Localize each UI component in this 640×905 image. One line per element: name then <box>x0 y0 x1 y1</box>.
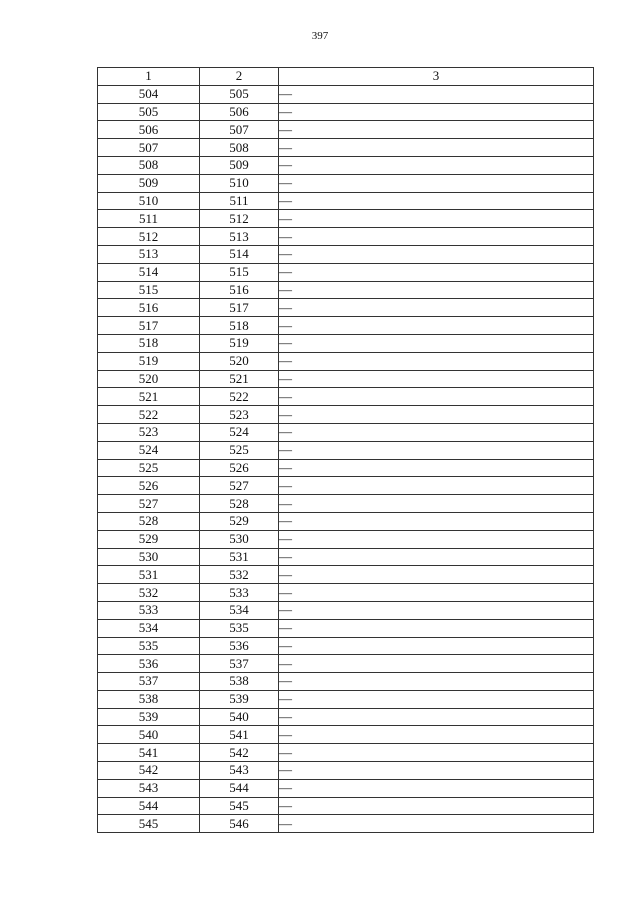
cell-col-1: 530 <box>98 548 200 566</box>
cell-col-2: 520 <box>200 352 279 370</box>
cell-col-3: — <box>279 423 594 441</box>
cell-col-3: — <box>279 103 594 121</box>
cell-col-3: — <box>279 245 594 263</box>
cell-col-2: 545 <box>200 797 279 815</box>
cell-col-1: 515 <box>98 281 200 299</box>
table-row <box>98 121 594 139</box>
cell-col-2: 529 <box>200 512 279 530</box>
cell-col-2: 523 <box>200 406 279 424</box>
table-row <box>98 495 594 513</box>
table-row <box>98 530 594 548</box>
cell-col-3: — <box>279 744 594 762</box>
cell-col-2: 533 <box>200 584 279 602</box>
cell-col-1: 543 <box>98 779 200 797</box>
table-row <box>98 352 594 370</box>
cell-col-3: — <box>279 85 594 103</box>
cell-col-1: 534 <box>98 619 200 637</box>
cell-col-1: 524 <box>98 441 200 459</box>
table-row <box>98 762 594 780</box>
cell-col-1: 504 <box>98 85 200 103</box>
cell-col-2: 543 <box>200 762 279 780</box>
cell-col-1: 507 <box>98 139 200 157</box>
cell-col-3: — <box>279 619 594 637</box>
cell-col-3: — <box>279 530 594 548</box>
table-row <box>98 228 594 246</box>
cell-col-1: 513 <box>98 245 200 263</box>
cell-col-1: 545 <box>98 815 200 833</box>
table-row <box>98 441 594 459</box>
table-header <box>98 68 594 86</box>
cell-col-2: 505 <box>200 85 279 103</box>
table-row <box>98 334 594 352</box>
cell-col-2: 541 <box>200 726 279 744</box>
cell-col-1: 510 <box>98 192 200 210</box>
cell-col-1: 517 <box>98 317 200 335</box>
cell-col-3: — <box>279 815 594 833</box>
cell-col-3: — <box>279 406 594 424</box>
table-row <box>98 370 594 388</box>
cell-col-2: 526 <box>200 459 279 477</box>
cell-col-2: 531 <box>200 548 279 566</box>
table-row <box>98 85 594 103</box>
cell-col-1: 541 <box>98 744 200 762</box>
cell-col-1: 527 <box>98 495 200 513</box>
cell-col-1: 533 <box>98 601 200 619</box>
cell-col-3: — <box>279 370 594 388</box>
table-row <box>98 548 594 566</box>
cell-col-1: 544 <box>98 797 200 815</box>
cell-col-1: 511 <box>98 210 200 228</box>
table-row <box>98 423 594 441</box>
cell-col-2: 534 <box>200 601 279 619</box>
cell-col-2: 538 <box>200 673 279 691</box>
cell-col-3: — <box>279 352 594 370</box>
cell-col-1: 526 <box>98 477 200 495</box>
cell-col-3: — <box>279 299 594 317</box>
cell-col-3: — <box>279 281 594 299</box>
table-row <box>98 388 594 406</box>
table-row <box>98 139 594 157</box>
cell-col-1: 509 <box>98 174 200 192</box>
table-row <box>98 815 594 833</box>
cell-col-2: 510 <box>200 174 279 192</box>
cell-col-2: 532 <box>200 566 279 584</box>
cell-col-3: — <box>279 388 594 406</box>
cell-col-3: — <box>279 139 594 157</box>
cell-col-2: 507 <box>200 121 279 139</box>
cell-col-1: 538 <box>98 690 200 708</box>
table-row <box>98 263 594 281</box>
cell-col-2: 528 <box>200 495 279 513</box>
cell-col-3: — <box>279 459 594 477</box>
cell-col-3: — <box>279 228 594 246</box>
table-row <box>98 726 594 744</box>
cell-col-2: 535 <box>200 619 279 637</box>
cell-col-1: 531 <box>98 566 200 584</box>
table-row <box>98 281 594 299</box>
cell-col-1: 532 <box>98 584 200 602</box>
cell-col-1: 505 <box>98 103 200 121</box>
cell-col-3: — <box>279 726 594 744</box>
cell-col-3: — <box>279 708 594 726</box>
table-row <box>98 584 594 602</box>
cell-col-3: — <box>279 655 594 673</box>
cell-col-3: — <box>279 584 594 602</box>
page-number: 397 <box>311 30 329 42</box>
cell-col-3: — <box>279 441 594 459</box>
table-row <box>98 673 594 691</box>
cell-col-1: 522 <box>98 406 200 424</box>
column-header-1: 1 <box>98 68 200 86</box>
cell-col-2: 537 <box>200 655 279 673</box>
table-row <box>98 174 594 192</box>
cell-col-1: 512 <box>98 228 200 246</box>
cell-col-3: — <box>279 690 594 708</box>
cell-col-2: 542 <box>200 744 279 762</box>
table-row <box>98 797 594 815</box>
cell-col-3: — <box>279 192 594 210</box>
cell-col-2: 527 <box>200 477 279 495</box>
column-header-2: 2 <box>200 68 279 86</box>
table-row <box>98 566 594 584</box>
cell-col-3: — <box>279 263 594 281</box>
cell-col-2: 539 <box>200 690 279 708</box>
table-row <box>98 477 594 495</box>
table-row <box>98 637 594 655</box>
cell-col-3: — <box>279 601 594 619</box>
cell-col-1: 525 <box>98 459 200 477</box>
cell-col-2: 514 <box>200 245 279 263</box>
cell-col-3: — <box>279 156 594 174</box>
cell-col-2: 518 <box>200 317 279 335</box>
cell-col-3: — <box>279 512 594 530</box>
cell-col-2: 519 <box>200 334 279 352</box>
cell-col-3: — <box>279 210 594 228</box>
cell-col-1: 516 <box>98 299 200 317</box>
cell-col-1: 506 <box>98 121 200 139</box>
table-row <box>98 655 594 673</box>
table-row <box>98 210 594 228</box>
cell-col-2: 521 <box>200 370 279 388</box>
cell-col-1: 542 <box>98 762 200 780</box>
cell-col-3: — <box>279 121 594 139</box>
table-row <box>98 103 594 121</box>
cell-col-2: 515 <box>200 263 279 281</box>
cell-col-1: 518 <box>98 334 200 352</box>
cell-col-1: 508 <box>98 156 200 174</box>
table-row <box>98 299 594 317</box>
cell-col-3: — <box>279 495 594 513</box>
cell-col-2: 509 <box>200 156 279 174</box>
cell-col-2: 525 <box>200 441 279 459</box>
cell-col-3: — <box>279 317 594 335</box>
cell-col-3: — <box>279 174 594 192</box>
cell-col-3: — <box>279 762 594 780</box>
table-row <box>98 601 594 619</box>
cell-col-1: 540 <box>98 726 200 744</box>
cell-col-1: 537 <box>98 673 200 691</box>
cell-col-2: 517 <box>200 299 279 317</box>
cell-col-2: 508 <box>200 139 279 157</box>
data-table <box>97 67 594 833</box>
header-row <box>98 68 594 86</box>
cell-col-2: 544 <box>200 779 279 797</box>
table-row <box>98 245 594 263</box>
column-header-3: 3 <box>279 68 594 86</box>
cell-col-3: — <box>279 673 594 691</box>
cell-col-1: 535 <box>98 637 200 655</box>
table-row <box>98 690 594 708</box>
cell-col-2: 536 <box>200 637 279 655</box>
cell-col-3: — <box>279 637 594 655</box>
cell-col-1: 523 <box>98 423 200 441</box>
table-row <box>98 512 594 530</box>
cell-col-2: 540 <box>200 708 279 726</box>
cell-col-3: — <box>279 548 594 566</box>
cell-col-2: 524 <box>200 423 279 441</box>
cell-col-2: 513 <box>200 228 279 246</box>
cell-col-2: 516 <box>200 281 279 299</box>
table-row <box>98 779 594 797</box>
cell-col-3: — <box>279 779 594 797</box>
cell-col-1: 521 <box>98 388 200 406</box>
table-row <box>98 459 594 477</box>
table-row <box>98 619 594 637</box>
table-row <box>98 708 594 726</box>
cell-col-3: — <box>279 477 594 495</box>
table-row <box>98 192 594 210</box>
cell-col-1: 514 <box>98 263 200 281</box>
cell-col-2: 511 <box>200 192 279 210</box>
cell-col-2: 506 <box>200 103 279 121</box>
table-row <box>98 317 594 335</box>
table-body <box>98 85 594 832</box>
cell-col-1: 528 <box>98 512 200 530</box>
cell-col-1: 529 <box>98 530 200 548</box>
cell-col-1: 536 <box>98 655 200 673</box>
cell-col-2: 512 <box>200 210 279 228</box>
cell-col-3: — <box>279 797 594 815</box>
cell-col-2: 530 <box>200 530 279 548</box>
cell-col-3: — <box>279 334 594 352</box>
cell-col-2: 546 <box>200 815 279 833</box>
table-row <box>98 744 594 762</box>
table-row <box>98 406 594 424</box>
cell-col-3: — <box>279 566 594 584</box>
table-row <box>98 156 594 174</box>
cell-col-1: 539 <box>98 708 200 726</box>
cell-col-1: 519 <box>98 352 200 370</box>
cell-col-1: 520 <box>98 370 200 388</box>
cell-col-2: 522 <box>200 388 279 406</box>
